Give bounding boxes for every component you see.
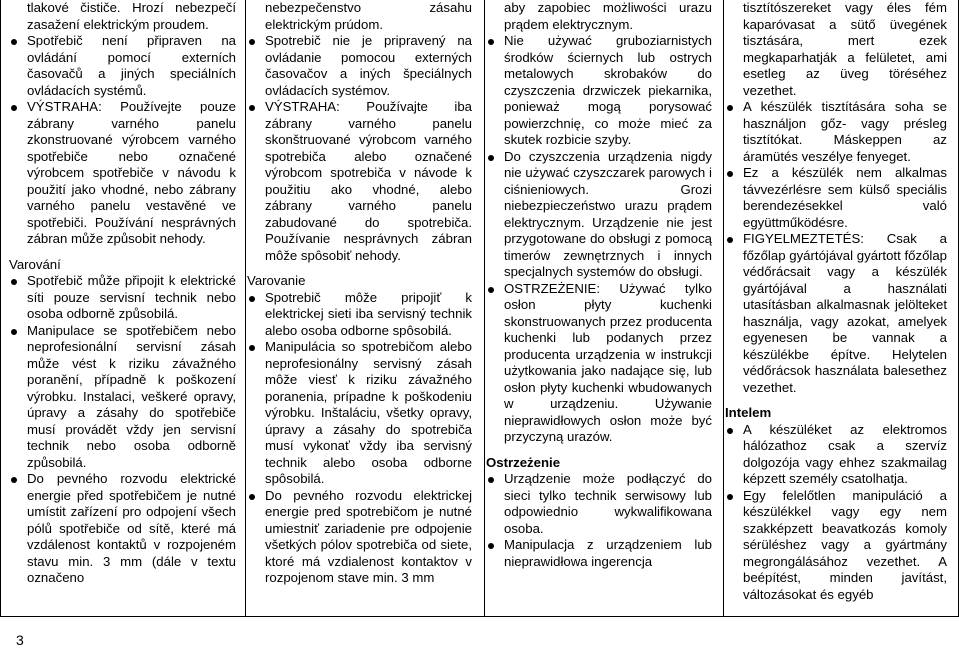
column-divider xyxy=(245,0,246,616)
list-item: Spotřebič může připojit k elektrické síti pouze servisní technik nebo osoba odborně způsobilá. xyxy=(9,273,236,323)
column-czech xyxy=(9,0,236,587)
list-item: Spotrebič nie je pripravený na ovládanie pomocou externých časovačov a iných špeciálnych ovládacích systémov. xyxy=(247,33,472,99)
bullet-list xyxy=(9,33,236,248)
list-item: VÝSTRAHA: Používajte iba zábrany varného panelu skonštruované výrobcom varného spotrebiča alebo označené výrobcom spotrebiča v návode k použitiu ako vhodné, alebo zábrany varného panelu zabudované do spotrebiča. Používanie nesprávnych zábran môže spôsobiť nehody. xyxy=(247,99,472,264)
column-divider xyxy=(723,0,724,616)
bullet-list xyxy=(9,273,236,587)
page-number: 3 xyxy=(16,632,24,648)
section-heading: Ostrzeżenie xyxy=(486,454,561,470)
list-item: Do czyszczenia urządzenia nigdy nie używać czyszczarek parowych i ciśnieniowych. Grozi niebezpieczeństwo urazu prądem elektrycznym. Urządzenie nie jest przygotowane do obsługi z pomocą timerów zewnętrznych i innych specjalnych systemów do obsługi. xyxy=(486,149,712,281)
list-item: Ez a készülék nem alkalmas távvezérlésre sem külső speciális berendezésekkel való együttműködésre. xyxy=(725,165,947,231)
paragraph-continued: tisztítószereket vagy éles fém kaparóvasat a sütő üvegének tisztására, mert ezek megkaparhatják a felületet, ami esetleg az üveg töréséhez vezethet. xyxy=(743,0,947,98)
bullet-list xyxy=(486,33,712,446)
bullet-list xyxy=(725,99,947,396)
paragraph-continued: aby zapobiec możliwości urazu prądem elektrycznym. xyxy=(504,0,712,32)
table-border-left xyxy=(0,0,1,616)
list-item: Egy felelőtlen manipuláció a készülékkel vagy egy nem szakképzett beavatkozás komoly sérüléshez vagy a gyártmány megrongálásához vezethet. A beépítést, minden javítást, változásokat és egyéb xyxy=(725,488,947,604)
section-heading: Varovanie xyxy=(247,273,306,288)
column-divider xyxy=(484,0,485,616)
paragraph-continued: nebezpečenstvo zásahu elektrickým prúdom. xyxy=(265,0,472,32)
column-hungarian xyxy=(725,0,947,603)
paragraph-continued: tlakové čističe. Hrozí nebezpečí zasažení elektrickým proudem. xyxy=(27,0,236,32)
section-heading: Intelem xyxy=(725,405,772,420)
column-polish xyxy=(486,0,712,570)
section-heading: Varování xyxy=(9,256,61,272)
bullet-list xyxy=(247,290,472,587)
list-item: FIGYELMEZTETÉS: Csak a főzőlap gyártójával gyártott főzőlap védőrácsait vagy a készülék gyártójával a használati utasításban alkalmasnak jelölteket használja, vagy azokat, amelyek egyenesen be vannak a készülékbe építve. Helytelen védőrácsok használata balesethez vezethet. xyxy=(725,231,947,396)
list-item: Manipulacja z urządzeniem lub nieprawidłowa ingerencja xyxy=(486,537,712,570)
list-item: Nie używać gruboziarnistych środków ściernych lub ostrych metalowych skrobaków do czyszczenia drzwiczek piekarnika, ponieważ mogą porysować powierzchnię, co może mieć za skutek rozbicie szyby. xyxy=(486,33,712,149)
bullet-list xyxy=(247,33,472,264)
column-slovak xyxy=(247,0,472,587)
list-item: VÝSTRAHA: Používejte pouze zábrany varného panelu zkonstruované výrobcem varného spotřebiče nebo označené výrobcem spotřebiče v návodu k použití jako vhodné, nebo zábrany varného panelu vestavěné ve spotřebiči. Používání nesprávných zábran může způsobit nehody. xyxy=(9,99,236,248)
list-item: Spotrebič môže pripojiť k elektrickej sieti iba servisný technik alebo osoba odborne spôsobilá. xyxy=(247,290,472,340)
list-item: Urządzenie może podłączyć do sieci tylko technik serwisowy lub odpowiednio wykwalifikowana osoba. xyxy=(486,471,712,537)
list-item: Do pevného rozvodu elektrické energie před spotřebičem je nutné umístit zařízení pro odpojení všech pólů spotřebiče od sítě, které má vzdálenost kontaktů v rozpojeném stavu min. 3 mm (dále v textu označeno xyxy=(9,471,236,587)
bullet-list xyxy=(725,422,947,604)
list-item: A készülék tisztítására soha se használjon gőz- vagy présleg tisztítókat. Máskeppen az áramütés veszélye fenyeget. xyxy=(725,99,947,165)
list-item: Manipulace se spotřebičem nebo neprofesionální servisní zásah může vést k riziku závažného poranění, případně k poškození výrobku. Instalaci, veškeré opravy, úpravy a zásahy do spotřebiče musí provádět vždy jen servisní technik nebo osoba odborně způsobilá. xyxy=(9,323,236,472)
list-item: A készüléket az elektromos hálózathoz csak a szervíz dolgozója vagy ehhez szakmailag képzett személy csatolhatja. xyxy=(725,422,947,488)
list-item: Manipulácia so spotrebičom alebo neprofesionálny servisný zásah môže viesť k riziku závažného poranenia, prípadne k poškodeniu výrobku. Inštaláciu, všetky opravy, úpravy a zásahy do spotrebiča musí vykonať vždy iba servisný technik alebo osoba odborne spôsobilá. xyxy=(247,339,472,488)
list-item: Do pevného rozvodu elektrickej energie pred spotrebičom je nutné umiestniť zariadenie pre odpojenie všetkých pólov spotrebiča od siete, ktoré má vzdialenost kontaktov v rozpojenom stave min. 3 mm xyxy=(247,488,472,587)
bullet-list xyxy=(486,471,712,570)
list-item: Spotřebič není připraven na ovládání pomocí externích časovačů a jiných speciálních ovládacích systémů. xyxy=(9,33,236,99)
list-item: OSTRZEŻENIE: Używać tylko osłon płyty kuchenki skonstruowanych przez producenta kuchenki lub podanych przez producenta urządzenia w instrukcji użytkowania jako nadające się, lub osłon płyty kuchenki wbudowanych w urządzeniu. Używanie nieprawidłowych osłon może być przyczyną urazów. xyxy=(486,281,712,446)
